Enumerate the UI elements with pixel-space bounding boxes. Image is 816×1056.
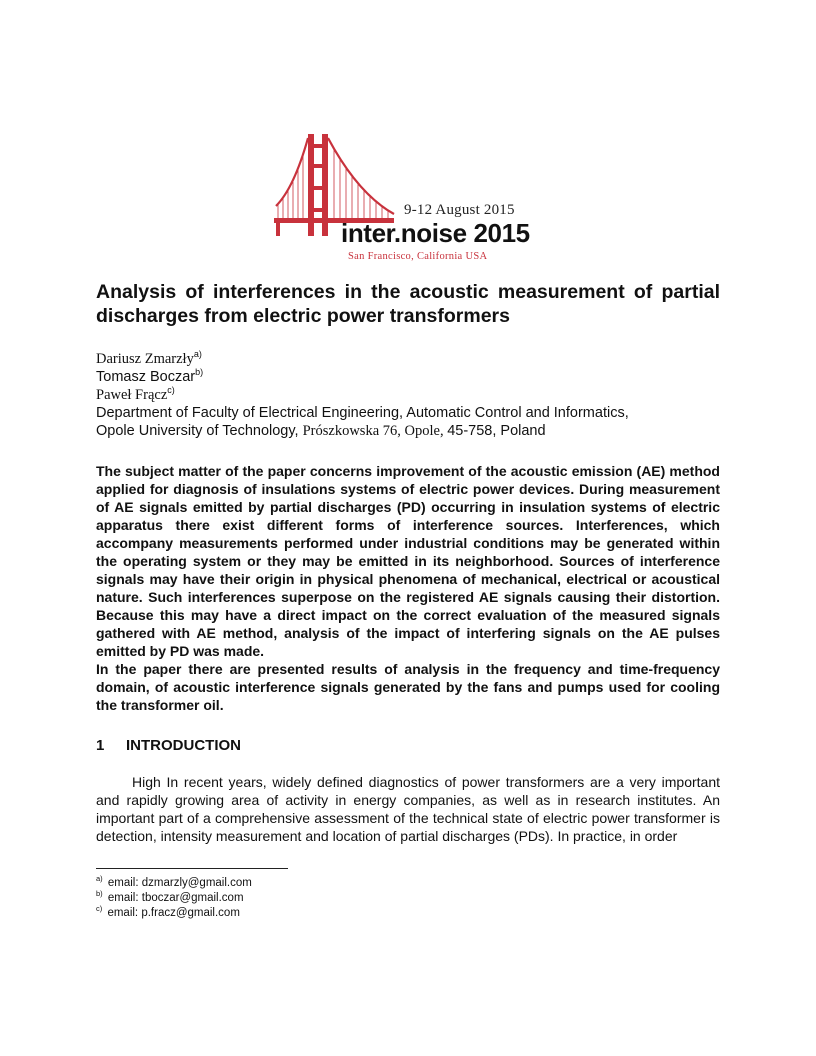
author-name: Paweł Frącz xyxy=(96,387,168,403)
author-mark: b) xyxy=(195,367,204,378)
affiliation-line-2 xyxy=(96,422,736,440)
footnote-mark: a) xyxy=(96,874,103,884)
footnotes xyxy=(96,876,252,921)
affiliation-line-1: Department of Faculty of Electrical Engineering, Automatic Control and Informatics, xyxy=(96,405,629,421)
footnote-mark: b) xyxy=(96,889,103,899)
conference-date: 9-12 August 2015 xyxy=(404,202,515,218)
abstract xyxy=(96,462,720,714)
conference-location: San Francisco, California USA xyxy=(348,251,488,262)
section-title: INTRODUCTION xyxy=(126,737,241,754)
footnote-divider xyxy=(96,868,288,869)
author-name: Dariusz Zmarzły xyxy=(96,351,194,367)
footnote-1 xyxy=(96,876,252,891)
author-name: Tomasz Boczar xyxy=(96,369,196,385)
footnote-email: email: p.fracz@gmail.com xyxy=(107,907,240,919)
conference-name: inter.noise 2015 xyxy=(341,218,530,248)
footnote-mark: c) xyxy=(96,904,103,914)
footnote-3 xyxy=(96,906,252,921)
paper-title: Analysis of interferences in the acoustic measurement of partial discharges from electric power transformers xyxy=(96,281,720,327)
affiliation-postcode: 45-758, Poland xyxy=(447,423,546,439)
affiliation-street: Prószkowska 76, Opole, xyxy=(302,423,448,439)
affiliation-university: Opole University of Technology, xyxy=(96,423,303,439)
footnote-email: email: dzmarzly@gmail.com xyxy=(107,877,252,889)
footnote-2 xyxy=(96,891,252,906)
introduction-paragraph: High In recent years, widely defined diagnostics of power transformers are a very important and rapidly growing area of activity in energy companies, as well as in research institutes. An important part of a comprehensive assessment of the technical state of electric power transformer is detection, intensity measurement and location of partial discharges (PDs). In practice, in order xyxy=(96,774,720,844)
author-mark: a) xyxy=(193,349,202,360)
author-block xyxy=(96,350,736,440)
author-3 xyxy=(96,386,736,404)
abstract-paragraph-1: The subject matter of the paper concerns improvement of the acoustic emission (AE) method applied for diagnosis of insulations systems of electric power devices. During measurement of AE signals emitted by partial discharges (PD) occurring in insulation systems of electric apparatus there exist different forms of interference sources. Interferences, which accompany measurements performed under industrial conditions may be generated within the operating system or they may be emitted in its neighborhood. Sources of interference signals may have their origin in physical phenomena of mechanical, electrical or acoustical nature. Such interferences superpose on the registered AE signals causing their distortion. Because this may have a direct impact on the correct evaluation of the measured signals gathered with AE method, analysis of the impact of interfering signals on the AE pulses emitted by PD was made. xyxy=(96,463,720,659)
section-number: 1 xyxy=(96,737,105,754)
author-mark: c) xyxy=(167,385,175,396)
author-1 xyxy=(96,350,736,368)
abstract-paragraph-2: In the paper there are presented results of analysis in the frequency and time-frequency domain, of acoustic interference signals generated by the fans and pumps used for cooling the transformer oil. xyxy=(96,661,720,713)
footnote-email: email: tboczar@gmail.com xyxy=(107,892,244,904)
author-2 xyxy=(96,368,736,386)
section-heading xyxy=(96,737,241,754)
